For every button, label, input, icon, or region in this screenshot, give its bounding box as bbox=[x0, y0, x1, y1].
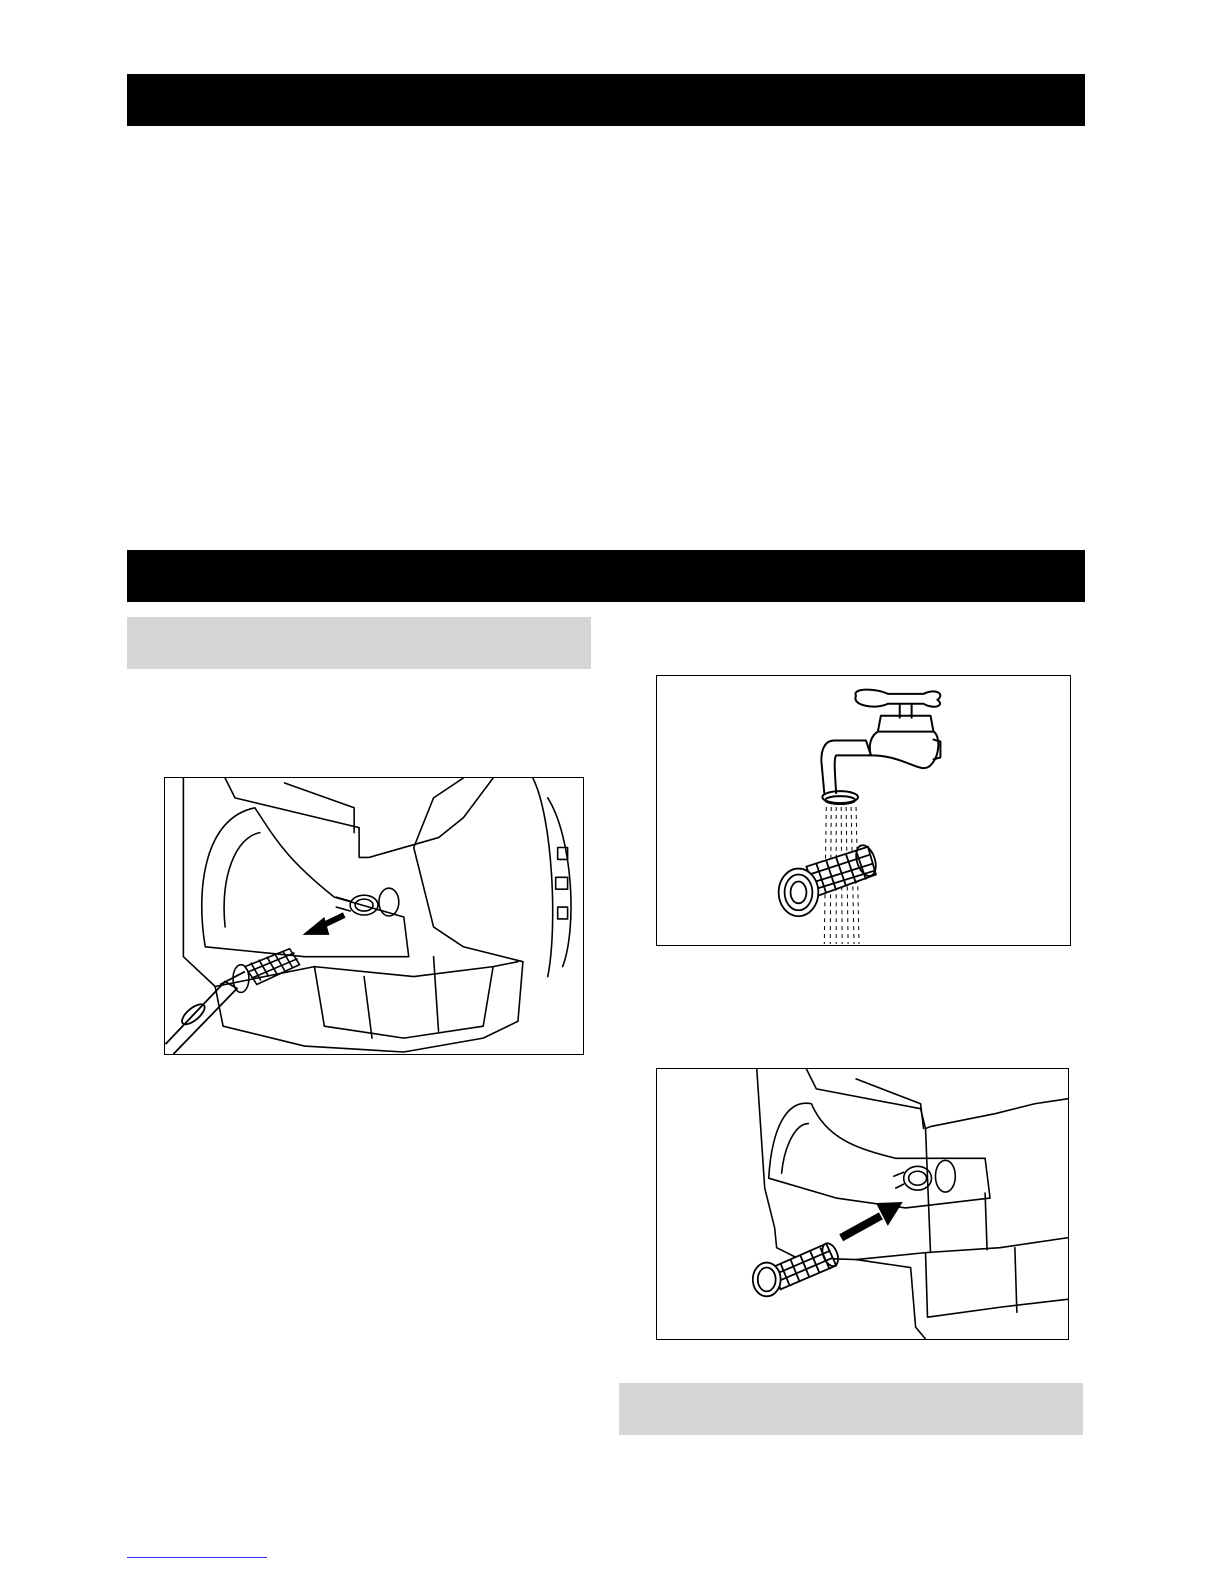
insert-filter-illustration-icon bbox=[657, 1069, 1068, 1339]
subsection-bar-bottom-right bbox=[619, 1383, 1083, 1435]
rinse-filter-under-tap-illustration-icon bbox=[657, 676, 1070, 945]
section-header-bar-1 bbox=[127, 74, 1085, 126]
subsection-bar-left bbox=[127, 617, 591, 669]
figure-insert-filter bbox=[656, 1068, 1069, 1340]
section-header-bar-2 bbox=[127, 550, 1085, 602]
figure-rinse-filter bbox=[656, 675, 1071, 946]
figure-remove-filter bbox=[164, 777, 584, 1055]
remove-filter-illustration-icon bbox=[165, 778, 583, 1054]
footer-divider bbox=[127, 1557, 267, 1558]
